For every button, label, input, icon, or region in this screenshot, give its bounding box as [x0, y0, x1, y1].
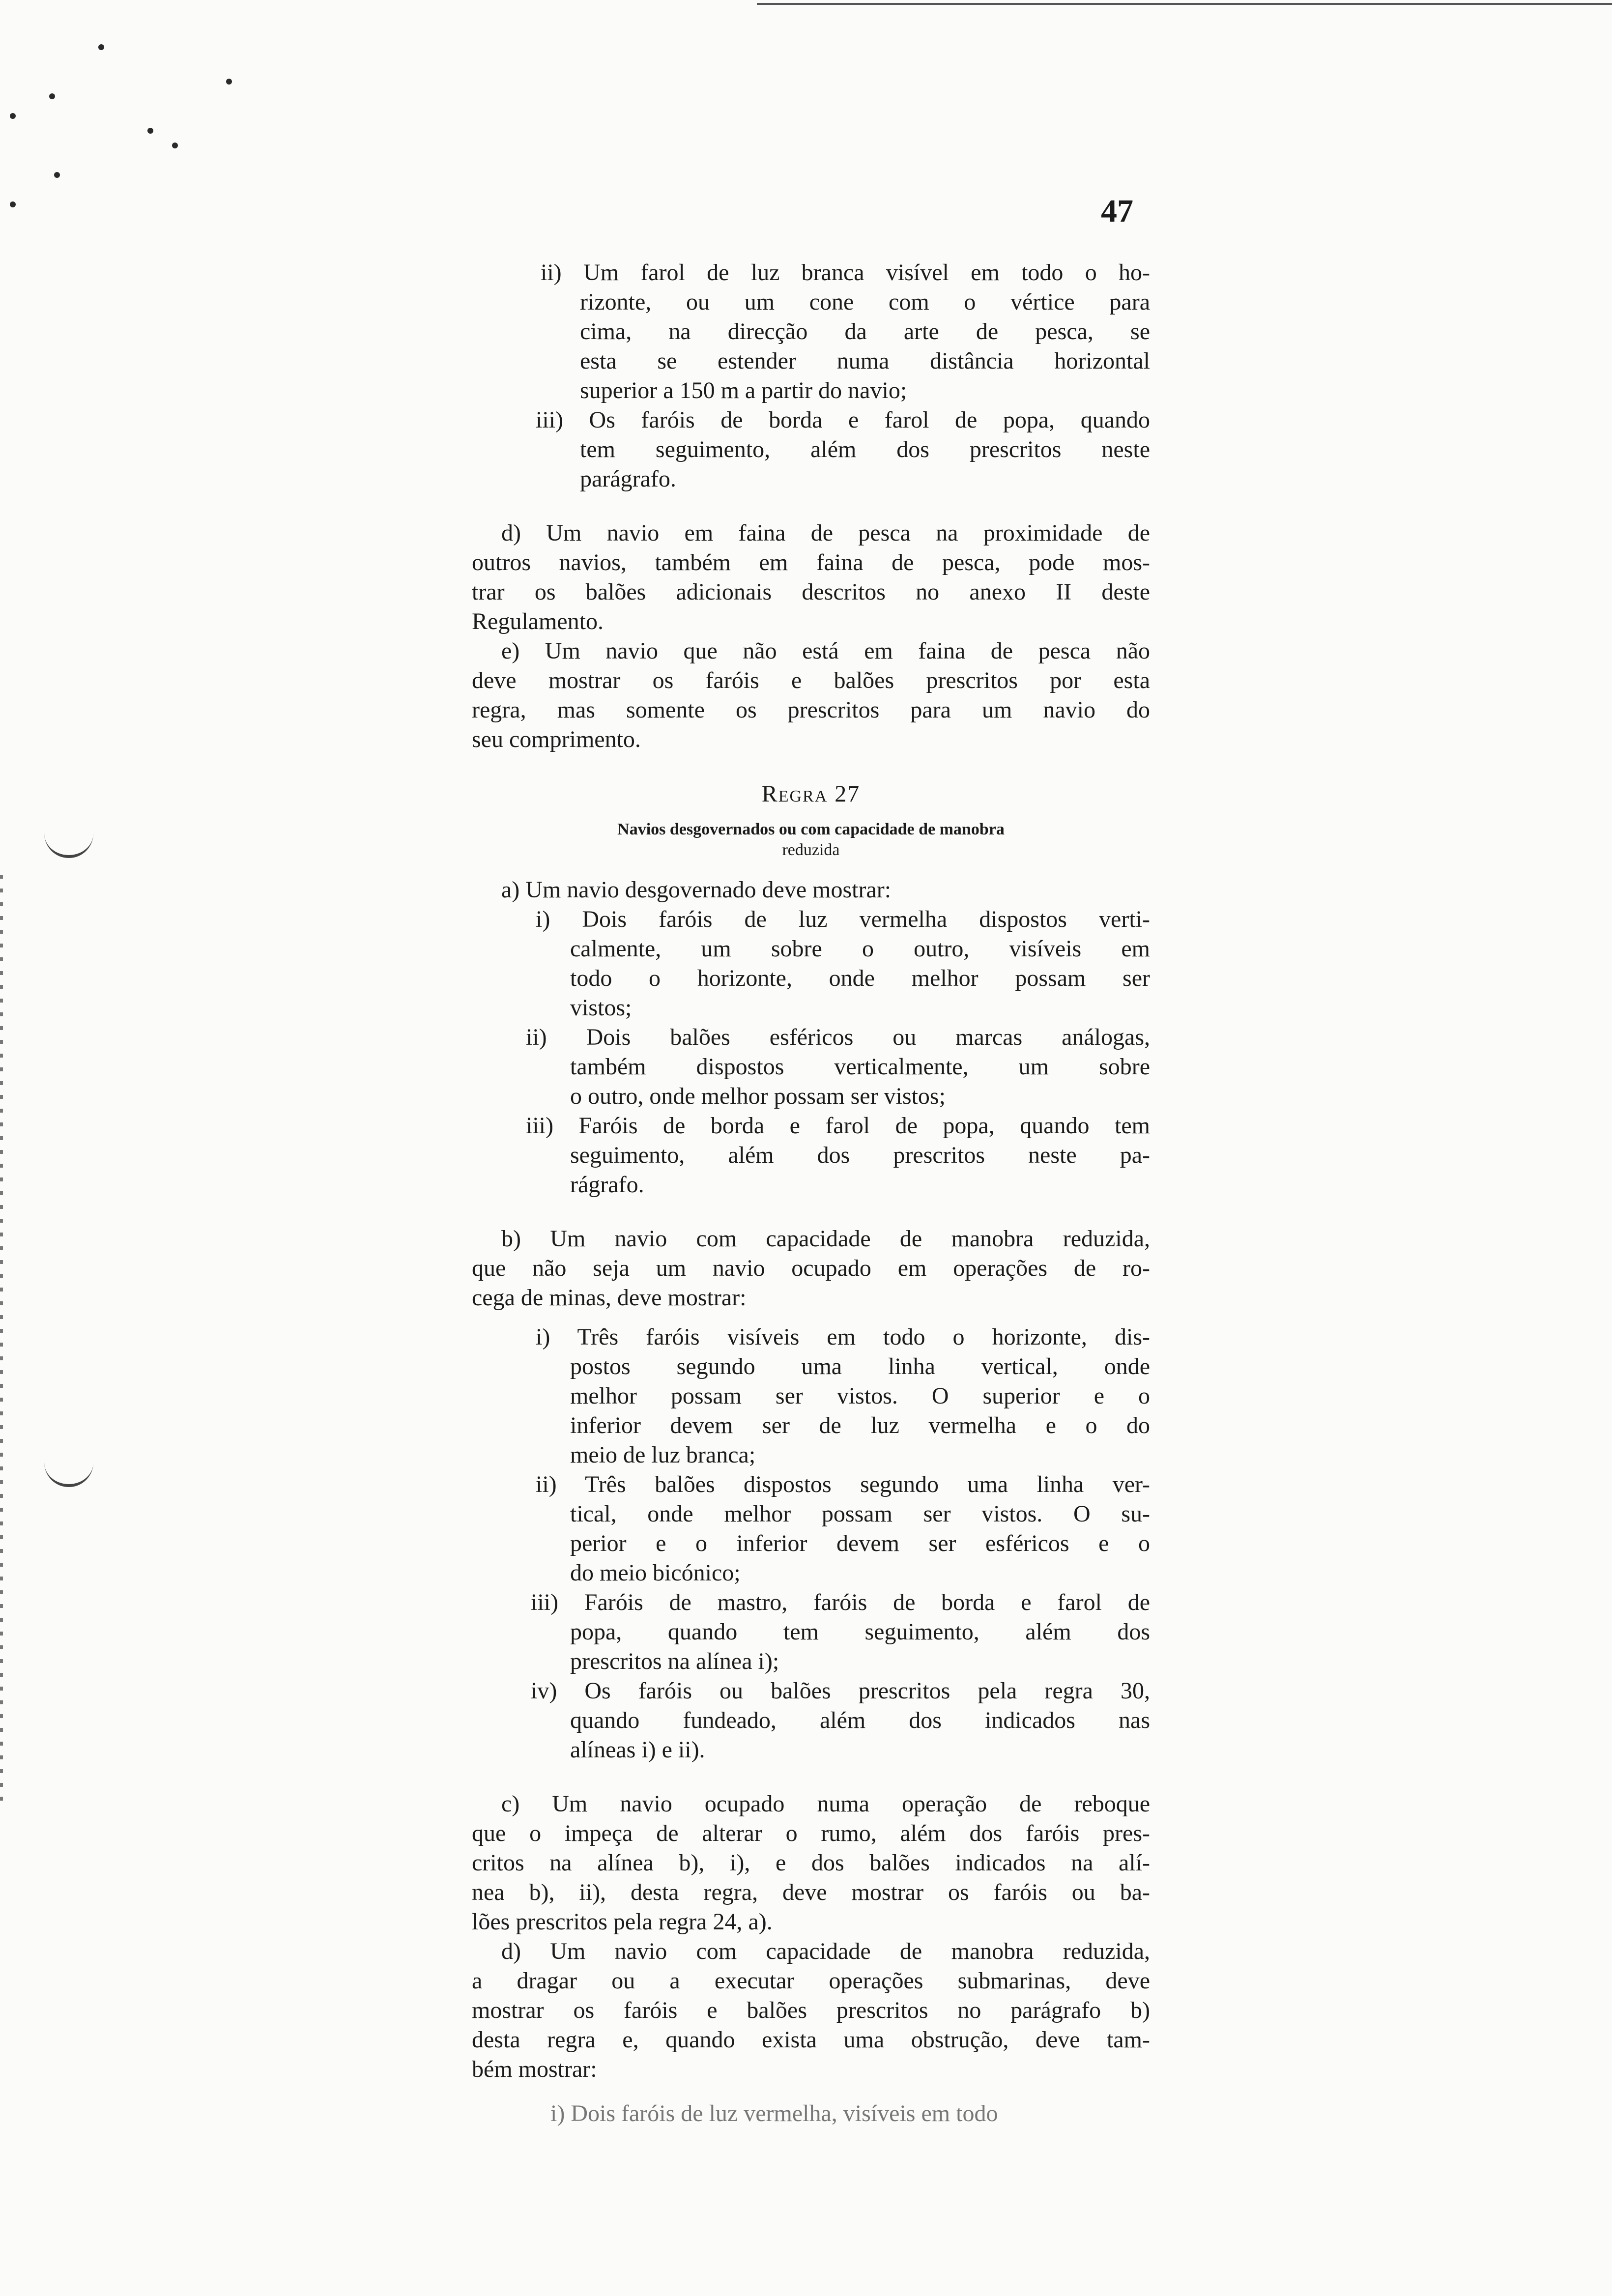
text-line: iii) Faróis de mastro, faróis de borda e farol de	[531, 1589, 1150, 1615]
paragraph-c	[472, 1789, 1150, 1937]
text-line: b) Um navio com capacidade de manobra reduzida,	[501, 1226, 1150, 1252]
text-line: ii) Dois balões esféricos ou marcas análogas,	[526, 1024, 1150, 1050]
text-line: lões prescritos pela regra 24, a).	[472, 1909, 773, 1935]
text-line: ii) Três balões dispostos segundo uma linha ver-	[536, 1471, 1150, 1497]
item-c-iii	[472, 405, 1150, 494]
text-line: superior a 150 m a partir do navio;	[580, 377, 907, 403]
text-line: também dispostos verticalmente, um sobre	[570, 1054, 1150, 1080]
text-line: do meio bicónico;	[570, 1560, 741, 1586]
text-line: trar os balões adicionais descritos no anexo II deste	[472, 579, 1150, 605]
text-line: deve mostrar os faróis e balões prescritos por esta	[472, 667, 1150, 693]
text-line: cima, na direcção da arte de pesca, se	[580, 318, 1150, 344]
item-d-i: i) Dois faróis de luz vermelha, visíveis em todo	[550, 2100, 998, 2126]
text-line: inferior devem ser de luz vermelha e o do	[570, 1412, 1150, 1438]
text-line: a dragar ou a executar operações submarinas, deve	[472, 1968, 1150, 1994]
text-line: d) Um navio em faina de pesca na proximidade de	[501, 520, 1150, 546]
spacer	[472, 754, 1150, 779]
text-line: melhor possam ser vistos. O superior e o	[570, 1383, 1150, 1409]
text-line: iii) Os faróis de borda e farol de popa, quando	[536, 407, 1150, 433]
rule-heading: Regra 27	[761, 781, 861, 807]
text-line: rizonte, ou um cone com o vértice para	[580, 289, 1150, 315]
text-line: bém mostrar:	[472, 2056, 597, 2082]
text-line: tem seguimento, além dos prescritos neste	[580, 436, 1150, 462]
text-line: prescritos na alínea i);	[570, 1648, 779, 1674]
item-b-iii	[472, 1588, 1150, 1676]
text-line: que não seja um navio ocupado em operações de ro-	[472, 1255, 1150, 1281]
rule-title: Navios desgovernados ou com capacidade de manobra	[617, 820, 1005, 838]
text-line: alíneas i) e ii).	[570, 1737, 705, 1763]
text-line: que o impeça de alterar o rumo, além dos faróis pres-	[472, 1820, 1150, 1846]
text-line: mostrar os faróis e balões prescritos no parágrafo b)	[472, 1997, 1150, 2023]
paragraph-d	[472, 518, 1150, 636]
paragraph-b-intro	[472, 1224, 1150, 1313]
text-line: i) Três faróis visíveis em todo o horizonte, dis-	[536, 1324, 1150, 1350]
text-line: c) Um navio ocupado numa operação de reboque	[501, 1791, 1150, 1817]
text-line: i) Dois faróis de luz vermelha dispostos verti-	[536, 906, 1150, 932]
text-column	[472, 258, 1150, 2128]
text-line: nea b), ii), desta regra, deve mostrar os faróis ou ba-	[472, 1879, 1150, 1905]
text-line: o outro, onde melhor possam ser vistos;	[570, 1083, 946, 1109]
spacer	[472, 1200, 1150, 1224]
text-line: seu comprimento.	[472, 726, 641, 752]
text-line: vistos;	[570, 995, 632, 1021]
margin-bracket-mark	[44, 1455, 93, 1487]
text-line: perior e o inferior devem ser esféricos e o	[570, 1530, 1150, 1556]
text-line: popa, quando tem seguimento, além dos	[570, 1619, 1150, 1645]
text-line: meio de luz branca;	[570, 1442, 756, 1468]
text-line: calmente, um sobre o outro, visíveis em	[570, 936, 1150, 962]
text-line: e) Um navio que não está em faina de pesca não	[501, 638, 1150, 664]
margin-bracket-mark	[44, 826, 93, 858]
text-line: regra, mas somente os prescritos para um navio do	[472, 697, 1150, 723]
text-line: ii) Um farol de luz branca visível em todo o ho-	[541, 259, 1150, 286]
text-line: desta regra e, quando exista uma obstrução, deve tam-	[472, 2027, 1150, 2053]
text-line: iii) Faróis de borda e farol de popa, quando tem	[526, 1113, 1150, 1139]
text-line: d) Um navio com capacidade de manobra reduzida,	[501, 1938, 1150, 1964]
text-line: todo o horizonte, onde melhor possam ser	[570, 965, 1150, 991]
item-a-i	[472, 905, 1150, 1023]
top-edge-rule	[757, 3, 1612, 5]
item-a-iii	[472, 1111, 1150, 1200]
item-b-i	[472, 1322, 1150, 1470]
item-b-iv	[472, 1676, 1150, 1765]
item-a-ii	[472, 1023, 1150, 1111]
paragraph-d-rule27	[472, 1937, 1150, 2084]
text-line: critos na alínea b), i), e dos balões indicados na alí-	[472, 1850, 1150, 1876]
text-line: quando fundeado, além dos indicados nas	[570, 1707, 1150, 1733]
text-line: cega de minas, deve mostrar:	[472, 1285, 747, 1311]
item-c-ii	[472, 258, 1150, 405]
text-line: iv) Os faróis ou balões prescritos pela regra 30,	[531, 1678, 1150, 1704]
spacer	[472, 494, 1150, 518]
item-b-ii	[472, 1470, 1150, 1588]
rule-title-continued: reduzida	[782, 841, 840, 859]
text-line: postos segundo uma linha vertical, onde	[570, 1353, 1150, 1379]
text-line: tical, onde melhor possam ser vistos. O su-	[570, 1501, 1150, 1527]
text-line: parágrafo.	[580, 466, 676, 492]
text-line: Regulamento.	[472, 608, 604, 634]
text-line: rágrafo.	[570, 1172, 644, 1198]
paragraph-a-intro: a) Um navio desgovernado deve mostrar:	[501, 877, 892, 903]
text-line: seguimento, além dos prescritos neste pa-	[570, 1142, 1150, 1168]
text-line: esta se estender numa distância horizontal	[580, 348, 1150, 374]
margin-dashed-edge	[0, 875, 3, 1808]
text-line: outros navios, também em faina de pesca, pode mos-	[472, 549, 1150, 575]
paragraph-e	[472, 636, 1150, 754]
page-number: 47	[1101, 193, 1133, 229]
spacer	[472, 1765, 1150, 1789]
